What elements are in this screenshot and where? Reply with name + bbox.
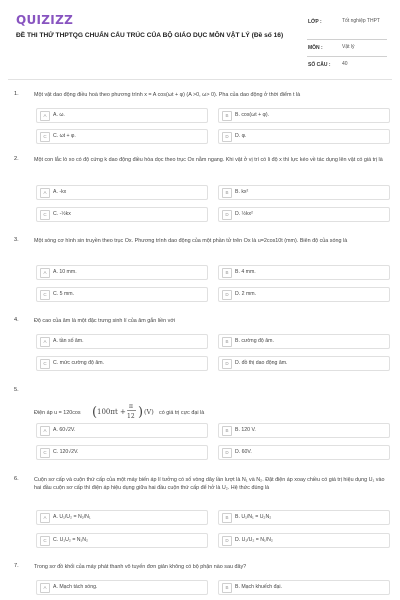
option-letter: D [222, 210, 232, 220]
option-text: B. cos(ωt + φ). [235, 112, 270, 118]
formula-prefix: Điện áp u = 120cos [34, 410, 81, 416]
question-number: 1. [14, 91, 19, 97]
option-letter: C [40, 210, 50, 220]
option-a[interactable] [36, 510, 208, 525]
option-c[interactable] [36, 129, 208, 144]
option-c[interactable] [36, 207, 208, 222]
svg-text:100πt +: 100πt + [97, 408, 126, 416]
option-letter: D [222, 448, 232, 458]
option-letter: B [222, 268, 232, 278]
option-b[interactable] [218, 580, 390, 595]
formula-expression [34, 399, 334, 423]
question-text: Một con lắc lò xo có độ cứng k dao động điều hòa dọc theo trục Ox nằm ngang. Khi vật ở vị trí có li độ x thì lực kéo về tác dụng lên vật có giá trị là [34, 157, 383, 163]
option-text: A. 60√2V. [53, 427, 76, 433]
svg-text:(: ( [92, 405, 98, 420]
question-number: 5. [14, 387, 19, 393]
option-text: B. 4 mm. [235, 269, 256, 275]
svg-text:12: 12 [127, 413, 135, 420]
option-text: B. Mạch khuếch đại. [235, 584, 283, 590]
option-letter: A [40, 337, 50, 347]
option-a[interactable] [36, 108, 208, 123]
option-letter: B [222, 188, 232, 198]
option-b[interactable] [218, 334, 390, 349]
option-letter: B [222, 337, 232, 347]
option-text: A. tần số âm. [53, 338, 84, 344]
option-d[interactable] [218, 207, 390, 222]
option-text: C. U₁U₂ = N₁N₂ [53, 537, 89, 543]
question-text: Cuộn sơ cấp và cuộn thứ cấp của một máy biến áp lí tưởng có số vòng dây lần lượt là N₁ và N₂. Đặt điện áp xoay chiều có giá trị hiệu dụng U₁ vào hai đầu cuộn sơ cấp thì điện áp hiệu dụng giữa hai đầu cuộn thứ cấp để hở là U₂. Hệ thức đúng là [34, 477, 385, 491]
worksheet-title: ĐỀ THI THỬ THPTQG CHUẨN CẤU TRÚC CỦA BỘ GIÁO DỤC MÔN VẬT LÝ (Đề số 16) [16, 32, 284, 39]
option-text: A. 10 mm. [53, 269, 77, 275]
meta-class-label: LỚP : [308, 19, 322, 25]
option-text: A. U₁/U₂ = N₂/N₁ [53, 514, 91, 520]
option-text: B. cường độ âm. [235, 338, 274, 344]
question-number: 2. [14, 156, 19, 162]
option-letter: C [40, 359, 50, 369]
option-text: D. 2 mm. [235, 291, 257, 297]
option-c[interactable] [36, 356, 208, 371]
option-text: C. 120√2V. [53, 449, 79, 455]
option-letter: A [40, 513, 50, 523]
option-a[interactable] [36, 334, 208, 349]
option-text: D. 60V. [235, 449, 252, 455]
option-text: D. đồ thị dao động âm. [235, 360, 288, 366]
question-text: Trong sơ đồ khối của máy phát thanh vô tuyến đơn giản không có bộ phận nào sau đây? [34, 564, 247, 570]
option-b[interactable] [218, 185, 390, 200]
question-number: 3. [14, 237, 19, 243]
option-letter: B [222, 111, 232, 121]
option-text: D. ½kx² [235, 211, 253, 217]
option-letter: C [40, 536, 50, 546]
option-b[interactable] [218, 108, 390, 123]
option-b[interactable] [218, 265, 390, 280]
meta-subject-value: Vật lý [342, 44, 355, 50]
header-divider [8, 79, 392, 80]
option-c[interactable] [36, 287, 208, 302]
option-letter: A [40, 188, 50, 198]
formula-suffix: có giá trị cực đại là [159, 410, 205, 416]
question-number: 4. [14, 317, 19, 323]
option-c[interactable] [36, 533, 208, 548]
option-d[interactable] [218, 287, 390, 302]
option-letter: A [40, 111, 50, 121]
option-text: D. φ. [235, 133, 247, 139]
question-text: Một sóng cơ hình sin truyền theo trục Ox. Phương trình dao động của một phần tử trên Ox là u=2cos10t (mm). Biên độ của sóng là [34, 238, 348, 244]
option-text: B. kx² [235, 189, 249, 195]
option-text: B. 120 V. [235, 427, 256, 433]
meta-count-row [307, 57, 387, 73]
option-text: C. 5 mm. [53, 291, 75, 297]
meta-class-value: Tốt nghiệp THPT [342, 18, 380, 24]
option-text: C. -½kx [53, 211, 71, 217]
option-letter: D [222, 290, 232, 300]
option-text: B. U₁/N₁ = U₂N₂ [235, 514, 272, 520]
option-letter: D [222, 359, 232, 369]
quizizz-logo: QUIZIZZ [16, 13, 74, 27]
option-text: D. U₁/U₂ = N₁/N₂ [235, 537, 273, 543]
option-letter: C [40, 290, 50, 300]
option-letter: B [222, 513, 232, 523]
meta-subject-label: MÔN : [308, 45, 323, 51]
option-letter: B [222, 426, 232, 436]
option-a[interactable] [36, 265, 208, 280]
question-text: Độ cao của âm là một đặc trưng sinh lí của âm gắn liền với [34, 318, 176, 324]
option-text: A. -kx [53, 189, 67, 195]
worksheet-meta [307, 16, 387, 73]
option-letter: A [40, 268, 50, 278]
option-letter: D [222, 132, 232, 142]
meta-class-row [307, 16, 387, 40]
option-letter: B [222, 583, 232, 593]
svg-text:π: π [129, 403, 133, 410]
worksheet-header [0, 0, 400, 76]
question-number: 7. [14, 563, 19, 569]
option-letter: A [40, 426, 50, 436]
option-d[interactable] [218, 129, 390, 144]
meta-subject-row [307, 40, 387, 57]
question-number: 6. [14, 476, 19, 482]
option-d[interactable] [218, 533, 390, 548]
option-a[interactable] [36, 423, 208, 438]
question-text: Một vật dao động điều hoà theo phương trình x = A cos(ωt + φ) (A >0, ω> 0). Pha của dao động ở thời điểm t là [34, 92, 301, 98]
option-text: C. ωt + φ. [53, 133, 76, 139]
option-b[interactable] [218, 423, 390, 438]
option-text: C. mức cường độ âm. [53, 360, 104, 366]
option-text: A. Mạch tách sóng. [53, 584, 98, 590]
meta-count-value: 40 [342, 61, 348, 67]
option-letter: C [40, 448, 50, 458]
option-a[interactable] [36, 580, 208, 595]
option-letter: A [40, 583, 50, 593]
option-letter: D [222, 536, 232, 546]
voltage-formula [34, 399, 334, 419]
meta-count-label: SỐ CÂU : [308, 62, 331, 68]
svg-text:(V): (V) [144, 408, 154, 416]
svg-text:): ) [138, 405, 144, 420]
option-b[interactable] [218, 510, 390, 525]
option-text: A. ω. [53, 112, 65, 118]
option-d[interactable] [218, 445, 390, 460]
option-d[interactable] [218, 356, 390, 371]
option-letter: C [40, 132, 50, 142]
option-c[interactable] [36, 445, 208, 460]
option-a[interactable] [36, 185, 208, 200]
